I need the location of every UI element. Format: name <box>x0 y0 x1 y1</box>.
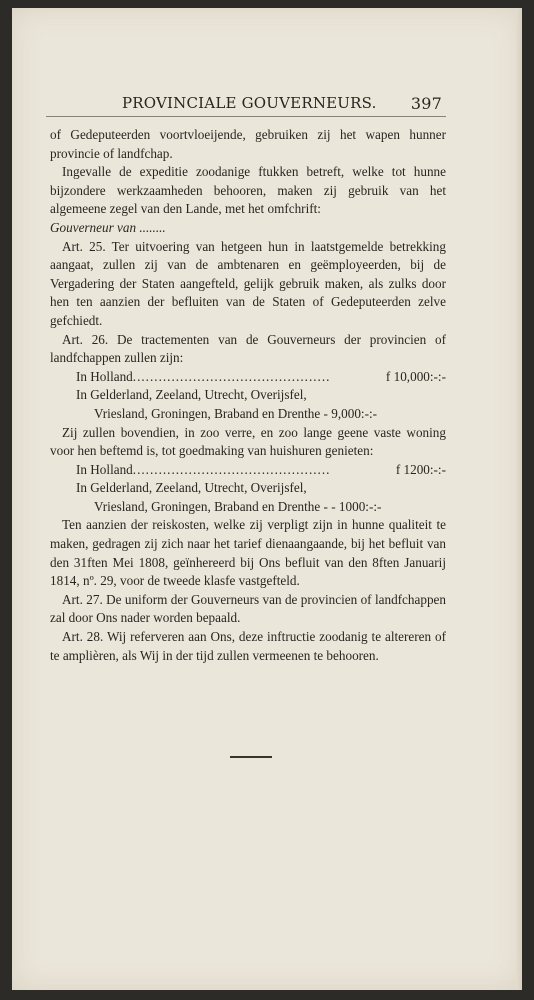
salary-holland-leader: .............................................. <box>132 368 331 384</box>
end-rule <box>230 756 272 758</box>
page-number: 397 <box>410 94 442 113</box>
article-26: Art. 26. De tractementen van de Gouverneurs der provincien of landfchappen zullen zijn: <box>50 331 446 366</box>
body-text <box>50 126 446 665</box>
running-title: PROVINCIALE GOUVERNEURS. <box>122 94 377 112</box>
housing-northern-provinces <box>50 498 446 517</box>
salary-holland-label: In Holland <box>76 368 133 384</box>
housing-holland <box>50 461 446 480</box>
seal-formula: Gouverneur van ........ <box>50 219 166 235</box>
salary-other-provinces <box>50 386 446 405</box>
housing-northern-label: Vriesland, Groningen, Braband en Drenthe - - 1000:-:- <box>94 498 382 514</box>
salary-other-label: In Gelderland, Zeeland, Utrecht, Overijsfel, <box>76 387 307 403</box>
header-rule <box>46 116 446 117</box>
housing-holland-label: In Holland <box>76 461 133 477</box>
paragraph-bovendien: Zij zullen bovendien, in zoo verre, en zoo lange geene vaste woning voor hen beftemd is, tot goedmaking van huishuren genieten: <box>50 424 446 459</box>
article-25: Art. 25. Ter uitvoering van hetgeen hun in laatstgemelde betrekking aangaat, zullen zij van de ambtenaren en geëmployeerden, bij de Vergadering der Staten aangefteld, gelijk gebruik maken, als zulks door hen ten aanzien der befluiten van de Staten of Gedeputeerden zelve gefchiedt. <box>50 238 446 328</box>
page-gutter <box>516 8 522 990</box>
housing-other-provinces <box>50 479 446 498</box>
housing-holland-leader: .............................................. <box>132 461 331 477</box>
salary-holland-amount: f 10,000:-:- <box>385 368 446 384</box>
salary-northern-label: Vriesland, Groningen, Braband en Drenthe - 9,000:-:- <box>94 405 378 421</box>
housing-holland-amount: f 1200:-:- <box>395 461 446 477</box>
article-27: Art. 27. De uniform der Gouverneurs van de provincien of landfchappen zal door Ons nader worden bepaald. <box>50 591 446 626</box>
book-page <box>12 8 522 990</box>
paragraph-wapen: of Gedeputeerden voortvloeijende, gebruiken zij het wapen hunner provincie of landfchap. <box>50 127 446 161</box>
salary-northern-provinces <box>50 405 446 424</box>
article-28: Art. 28. Wij referveren aan Ons, deze inftructie zoodanig te altereren of te amplièren, als Wij in der tijd zullen vermeenen te behooren. <box>50 629 446 663</box>
paragraph-reiskosten: Ten aanzien der reiskosten, welke zij verpligt zijn in hunne qualiteit te maken, gedragen zij zich naar het tarief dienaangaande, bij het befluit van den 31ften Mei 1808, geïnhereerd bij Ons befluit van den 8ften Januarij 1814, nº. 29, voor de tweede klasfe vastgefteld. <box>50 517 446 589</box>
paragraph-expeditie: Ingevalle de expeditie zoodanige ftukken betreft, welke tot hunne bijzondere werkzaamheden behooren, maken zij gebruik van het algemeene zegel van den Lande, met het omfchrift: <box>50 164 446 217</box>
running-header <box>122 94 442 112</box>
housing-other-label: In Gelderland, Zeeland, Utrecht, Overijsfel, <box>76 480 307 496</box>
salary-holland <box>50 368 446 387</box>
